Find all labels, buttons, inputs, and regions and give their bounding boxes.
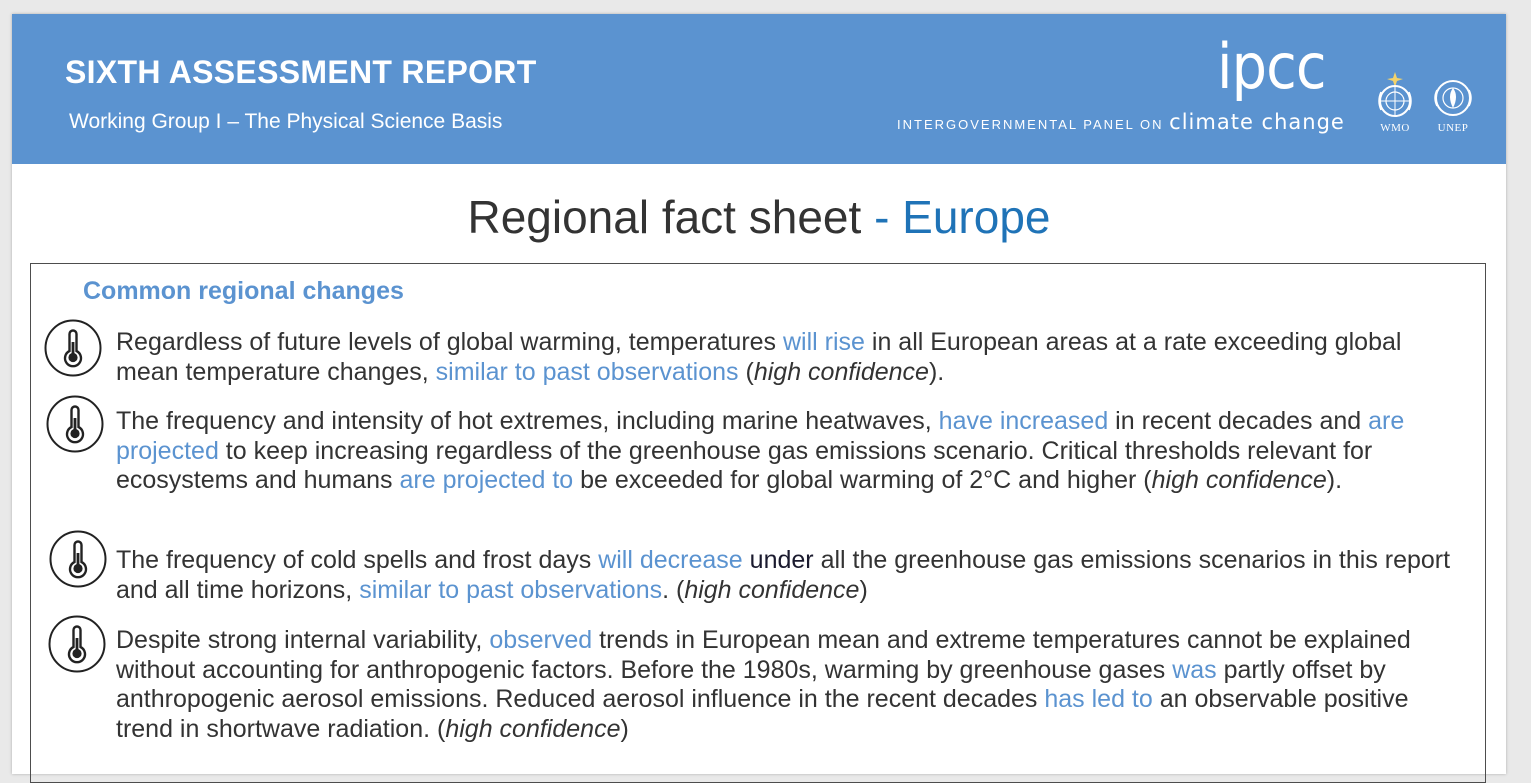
highlight-term: have increased: [938, 407, 1109, 435]
highlight-term: similar to past observations: [359, 575, 663, 604]
panel-prefix: INTERGOVERNMENTAL PANEL ON: [897, 117, 1164, 132]
title-prefix: Regional fact sheet: [467, 191, 862, 243]
thermometer-icon: [45, 394, 105, 459]
item-text: in all European areas at a rate exceeding global mean temperature changes,: [116, 328, 1402, 386]
item-text: ).: [928, 357, 945, 386]
item-text: (: [738, 357, 754, 386]
list-item: [116, 328, 1456, 387]
confidence-label: high confidence: [753, 357, 929, 386]
wmo-logo-icon: [1371, 70, 1419, 120]
item-text: Despite strong internal variability,: [116, 626, 490, 654]
page-title: [12, 190, 1506, 244]
item-text: under: [749, 546, 814, 574]
list-item: [116, 546, 1456, 605]
item-text: in recent decades and: [1108, 407, 1369, 435]
section-heading: Common regional changes: [83, 277, 404, 305]
confidence-label: high confidence: [1151, 466, 1327, 495]
unep-logo-icon: [1429, 70, 1477, 120]
item-text: ): [620, 714, 629, 743]
title-region: Europe: [902, 191, 1051, 243]
ipcc-panel-name: [897, 110, 1345, 134]
confidence-label: high confidence: [445, 714, 621, 743]
thermometer-icon: [48, 529, 108, 594]
item-text: ).: [1326, 466, 1343, 495]
item-text: all the greenhouse gas emissions scenarios in this report and all time horizons,: [116, 546, 1451, 604]
item-text: to keep increasing regardless of the greenhouse gas emissions scenario. Critical thresholds relevant for ecosystems and humans: [116, 436, 1373, 495]
highlight-term: was: [1172, 655, 1217, 684]
item-text: The frequency of cold spells and frost days: [116, 546, 599, 574]
item-text: The frequency and intensity of hot extremes, including marine heatwaves,: [116, 407, 939, 435]
highlight-term: are projected to: [399, 466, 574, 495]
unep-label: UNEP: [1437, 122, 1469, 134]
ipcc-logo: ipcc: [1217, 30, 1326, 103]
highlight-term: has led to: [1044, 685, 1153, 714]
item-text: be exceeded for global warming of 2°C and higher (: [573, 466, 1152, 495]
wmo-emblem: [1370, 70, 1420, 134]
highlight-term: are projected: [116, 407, 1405, 465]
item-text: [743, 546, 750, 574]
report-title: SIXTH ASSESSMENT REPORT: [65, 54, 537, 90]
title-dash: -: [874, 191, 890, 243]
highlight-term: similar to past observations: [435, 357, 739, 386]
thermometer-icon: [43, 318, 103, 383]
highlight-term: observed: [489, 626, 593, 654]
list-item: [116, 626, 1456, 744]
unep-emblem: [1428, 70, 1478, 134]
item-text: trends in European mean and extreme temperatures cannot be explained without accounting for anthropogenic factors. Before the 1980s, warming by greenhouse gases: [116, 626, 1411, 684]
list-item: [116, 407, 1456, 496]
item-text: an observable positive trend in shortwave radiation. (: [116, 685, 1409, 743]
item-text: Regardless of future levels of global warming, temperatures: [116, 328, 783, 356]
wmo-label: WMO: [1380, 122, 1410, 134]
working-group-subtitle: Working Group I – The Physical Science Basis: [69, 110, 503, 133]
report-banner: [12, 14, 1506, 164]
item-text: . (: [662, 575, 685, 604]
thermometer-icon: [47, 614, 107, 679]
highlight-term: will rise: [783, 328, 865, 356]
panel-suffix: climate change: [1169, 110, 1345, 134]
highlight-term: will decrease: [598, 546, 743, 574]
confidence-label: high confidence: [684, 575, 860, 604]
fact-sheet-page: [12, 14, 1506, 774]
item-text: ): [859, 575, 868, 604]
item-text: partly offset by anthropogenic aerosol emissions. Reduced aerosol influence in the recent decades: [116, 655, 1386, 714]
